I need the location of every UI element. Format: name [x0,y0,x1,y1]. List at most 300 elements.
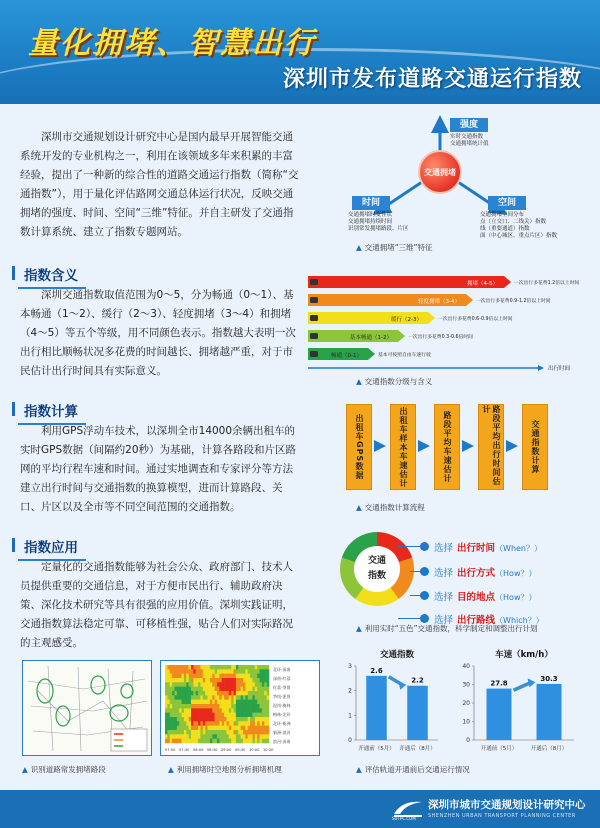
heat-cell [262,708,265,713]
heat-cell [219,695,222,700]
heat-cell [191,730,194,735]
heat-cell [245,687,248,692]
level-arrow [428,312,435,324]
heat-cell [165,726,168,731]
heat-cell [200,695,203,700]
heat-cell [241,739,244,744]
heat-cell [215,708,218,713]
heat-cell [189,687,192,692]
heat-cell [219,708,222,713]
heat-cell [217,713,220,718]
strength-text: 实时交通指数 交通拥堵统计值 [450,134,489,147]
heat-cell [208,682,211,687]
heat-cell [241,730,244,735]
heat-cell [167,726,170,731]
heat-cell [257,708,260,713]
heat-cell [238,721,241,726]
heat-cell [264,717,267,722]
heat-cell [234,721,237,726]
heat-cell [245,713,248,718]
heat-cell [250,713,253,718]
heat-cell [226,726,229,731]
heat-cell [191,691,194,696]
heat-cell [177,739,180,744]
bullet-icon [420,567,429,576]
heat-cell [172,734,175,739]
heat-cell [248,721,251,726]
heat-cell [226,713,229,718]
heat-cell [241,726,244,731]
level-arrow [368,348,375,360]
heat-cell [231,678,234,683]
heat-cell [170,721,173,726]
flow-caption: ▲ 交通指数计算流程 [356,503,425,512]
heat-cell [203,717,206,722]
heat-cell [241,708,244,713]
org-name-cn: 深圳市城市交通规划设计研究中心 [428,799,586,811]
heat-cell [170,687,173,692]
heat-cell [224,665,227,670]
heat-cell [231,674,234,679]
heat-cell [210,739,213,744]
heat-cell [236,665,239,670]
space-title: 空间 [488,196,526,210]
heat-cell [200,678,203,683]
heat-cell [170,713,173,718]
level-label: 缓行（2-3） [391,317,422,323]
heat-cell [252,730,255,735]
heat-cell [212,665,215,670]
heat-cell [260,734,263,739]
heat-cell [234,674,237,679]
heat-cell [172,730,175,735]
heat-cell [262,721,265,726]
heat-tick: 07:30 [179,748,190,752]
heat-cell [165,669,168,674]
bar-value-label: 30.3 [540,674,558,683]
heat-cell [222,721,225,726]
heat-cell [248,695,251,700]
heat-cell [257,687,260,692]
heat-cell [174,691,177,696]
heat-tick: 07:00 [165,748,176,752]
triangle-icon: ▲ [356,503,362,512]
heat-cell [226,678,229,683]
heat-cell [193,669,196,674]
heat-cell [255,669,258,674]
heat-cell [198,717,201,722]
heat-cell [172,665,175,670]
heat-cell [262,713,265,718]
heat-cell [210,665,213,670]
speed-bar-chart [448,646,578,758]
heat-cell [205,717,208,722]
heat-cell [170,678,173,683]
heat-cell [236,726,239,731]
footer-bar [0,790,600,828]
heat-cell [224,695,227,700]
heat-cell [208,713,211,718]
heat-cell [196,674,199,679]
three-d-caption: ▲ 交通拥堵“三维”特征 [356,243,433,252]
heat-cell [264,678,267,683]
apps-caption: ▲ 利用实时“五色”交通指数，科学制定和调整出行计划 [356,624,538,633]
heat-cell [172,678,175,683]
heat-cell [241,734,244,739]
heat-cell [231,687,234,692]
heat-cell [236,739,239,744]
heat-cell [182,669,185,674]
heat-cell [170,682,173,687]
heat-cell [200,665,203,670]
heat-cell [260,739,263,744]
app-connector [398,546,420,547]
heat-cell [231,682,234,687]
heat-cell [234,730,237,735]
heat-cell [241,717,244,722]
heat-cell [191,721,194,726]
heat-cell [229,717,232,722]
heat-cell [267,687,270,692]
y-tick-label: 20 [462,700,470,707]
heat-cell [250,721,253,726]
heat-cell [222,730,225,735]
heat-cell [243,682,246,687]
heat-cell [212,734,215,739]
heat-cell [219,682,222,687]
heat-cell [210,700,213,705]
heat-cell [243,708,246,713]
heat-cell [234,669,237,674]
car-icon [310,279,318,285]
heat-cell [229,721,232,726]
heat-cell [210,726,213,731]
heat-cell [215,730,218,735]
heat-cell [219,726,222,731]
heat-tick: 08:30 [207,748,218,752]
heat-cell [182,665,185,670]
heat-cell [184,674,187,679]
heat-cell [200,708,203,713]
heat-cell [217,704,220,709]
heat-cell [219,730,222,735]
heat-cell [200,704,203,709]
x-tick-label: 开通后（8月） [399,746,436,752]
flow-arrow-icon [462,440,474,452]
heat-cell [222,726,225,731]
heat-cell [238,695,241,700]
heat-cell [229,713,232,718]
heat-cell [243,704,246,709]
heat-cell [241,700,244,705]
heat-cell [224,687,227,692]
heat-cell [260,717,263,722]
heat-cell [215,674,218,679]
heat-cell [189,691,192,696]
heat-cell [177,665,180,670]
heat-cell [193,665,196,670]
heat-cell [257,704,260,709]
heat-cell [179,713,182,718]
heat-cell [224,691,227,696]
heat-cell [248,708,251,713]
chart-bar [407,686,428,740]
y-tick-label: 30 [462,681,470,689]
heat-cell [219,665,222,670]
heat-cell [196,669,199,674]
heat-cell [196,713,199,718]
heat-cell [255,682,258,687]
heat-cell [226,687,229,692]
heat-cell [224,713,227,718]
heat-cell [267,674,270,679]
heat-cell [264,700,267,705]
heat-cell [196,665,199,670]
heat-cell [226,674,229,679]
heat-cell [250,669,253,674]
heat-cell [189,721,192,726]
heat-cell [250,708,253,713]
heat-cell [212,730,215,735]
app-item-what: 出行方式 [457,568,496,579]
heat-cell [267,730,270,735]
heat-cell [238,700,241,705]
heat-cell [208,695,211,700]
heat-cell [252,739,255,744]
org-name-en: SHENZHEN URBAN TRANSPORT PLANNING CENTER [428,813,576,819]
heat-cell [260,695,263,700]
app-item-verb: 选择 [434,615,454,626]
calc-paragraph: 利用GPS浮动车技术，以深圳全市14000余辆出租车的实时GPS数据（间隔约20秒）为基础，计算各路段和片区路网的平均行程车速和时间。通过实地调查和专家评分等方法建立出行时间与交通指数的换算模型，进而计算路段、关口、片区以及全市等不同空间范围的交通指数。 [20,425,296,513]
heat-cell [257,726,260,731]
heat-cell [193,713,196,718]
heat-cell [255,734,258,739]
heat-cell [167,700,170,705]
heat-cell [250,717,253,722]
heat-cell [245,700,248,705]
heat-cell [260,713,263,718]
heat-cell [170,691,173,696]
heat-cell [224,700,227,705]
heat-cell [212,739,215,744]
heat-cell [257,682,260,687]
heat-cell [257,730,260,735]
heat-cell [203,704,206,709]
triangle-icon: ▲ [356,765,362,774]
heat-cell [184,665,187,670]
heat-cell [182,695,185,700]
heat-cell [250,678,253,683]
heat-cell [177,704,180,709]
heat-cell [208,726,211,731]
heat-cell [260,691,263,696]
heat-cell [170,730,173,735]
app-item-question: （How？） [495,569,537,578]
heat-cell [255,691,258,696]
heat-cell [186,691,189,696]
heat-cell [229,682,232,687]
heat-cell [229,700,232,705]
heat-cell [212,669,215,674]
heat-cell [245,730,248,735]
heat-cell [186,695,189,700]
heat-cell [208,721,211,726]
heat-cell [238,665,241,670]
heat-cell [217,708,220,713]
heat-cell [262,726,265,731]
heat-cell [264,674,267,679]
heat-cell [167,687,170,692]
heat-cell [172,682,175,687]
heat-cell [248,717,251,722]
heat-cell [186,739,189,744]
heat-cell [170,669,173,674]
heat-cell [200,734,203,739]
heat-cell [234,695,237,700]
heat-cell [217,734,220,739]
heat-cell [234,665,237,670]
heat-cell [229,734,232,739]
heat-cell [267,726,270,731]
heat-cell [184,687,187,692]
heat-cell [260,674,263,679]
heat-cell [229,739,232,744]
heat-cell [179,669,182,674]
heat-cell [186,700,189,705]
car-icon [310,315,318,321]
heat-cell [241,669,244,674]
heat-cell [193,708,196,713]
heat-cell [250,674,253,679]
heat-cell [238,717,241,722]
heat-cell [172,687,175,692]
heat-cell [179,687,182,692]
heat-cell [203,674,206,679]
heat-cell [167,730,170,735]
heat-cell [234,713,237,718]
heat-cell [222,704,225,709]
heat-cell [186,678,189,683]
heat-cell [248,669,251,674]
heat-cell [198,730,201,735]
heat-cell [229,695,232,700]
heat-legend-item: 深南-红荔 [273,676,291,681]
heat-cell [186,674,189,679]
meaning-paragraph: 深圳交通指数取值范围为0～5，分为畅通（0～1）、基本畅通（1～2）、缓行（2～3）、轻度拥堵（3～4）和拥堵（4～5）等五个等级，用不同颜色表示。指数越大表明一次出行相比顺畅状况多花费的时间越长、拥堵越严重，对于市民估计出行时间具有实际意义。 [20,289,296,377]
heat-cell [224,721,227,726]
heat-cell [212,674,215,679]
heat-cell [172,700,175,705]
heat-cell [208,704,211,709]
heat-cell [250,726,253,731]
heat-cell [219,717,222,722]
heat-cell [236,708,239,713]
flow-step: 出租车GPS数据 [346,404,372,490]
heat-cell [167,691,170,696]
heat-cell [208,708,211,713]
heat-cell [219,734,222,739]
heat-cell [264,713,267,718]
heat-legend-item: 新洲-滨河 [273,730,291,735]
heatmap-svg [161,661,319,755]
heat-cell [203,695,206,700]
heat-cell [264,691,267,696]
heat-cell [212,721,215,726]
time-text: 交通拥堵时变性状 交通拥堵持续时间 识别常发拥堵路段、片区 [348,212,409,232]
time-title: 时间 [352,196,390,210]
heat-cell [167,665,170,670]
heat-cell [234,734,237,739]
heat-cell [267,704,270,709]
heat-cell [255,730,258,735]
heat-cell [208,730,211,735]
heat-cell [177,721,180,726]
heat-cell [241,713,244,718]
heat-cell [182,691,185,696]
heat-cell [217,678,220,683]
heat-cell [210,687,213,692]
heat-cell [184,700,187,705]
heat-cell [189,678,192,683]
heat-cell [267,708,270,713]
app-item-verb: 选择 [434,592,454,603]
heat-cell [182,721,185,726]
triangle-icon: ▲ [356,377,362,386]
heat-cell [236,669,239,674]
heat-cell [203,730,206,735]
heat-cell [208,691,211,696]
heat-cell [257,734,260,739]
heat-cell [236,704,239,709]
level-label: 畅通（0-1） [331,353,362,359]
heat-cell [257,665,260,670]
heat-cell [252,678,255,683]
chart-caption: ▲ 评估轨道开通前后交通运行情况 [356,765,470,774]
heat-cell [245,708,248,713]
heat-cell [172,708,175,713]
heat-cell [203,708,206,713]
heat-cell [205,704,208,709]
heat-cell [262,704,265,709]
heat-cell [184,708,187,713]
heat-cell [165,721,168,726]
heat-cell [260,687,263,692]
heat-cell [172,669,175,674]
heat-cell [196,678,199,683]
heat-cell [212,726,215,731]
heat-cell [243,713,246,718]
heat-cell [248,687,251,692]
heat-cell [189,682,192,687]
heat-cell [264,730,267,735]
heat-cell [231,721,234,726]
heat-cell [255,708,258,713]
heat-cell [226,665,229,670]
heat-cell [241,674,244,679]
heat-cell [165,739,168,744]
heat-cell [234,691,237,696]
heat-cell [262,691,265,696]
heat-cell [191,669,194,674]
app-item [434,565,536,579]
heat-cell [189,708,192,713]
heat-cell [229,669,232,674]
heat-cell [257,669,260,674]
heat-cell [193,695,196,700]
heat-cell [217,669,220,674]
heat-cell [217,717,220,722]
heat-cell [186,704,189,709]
